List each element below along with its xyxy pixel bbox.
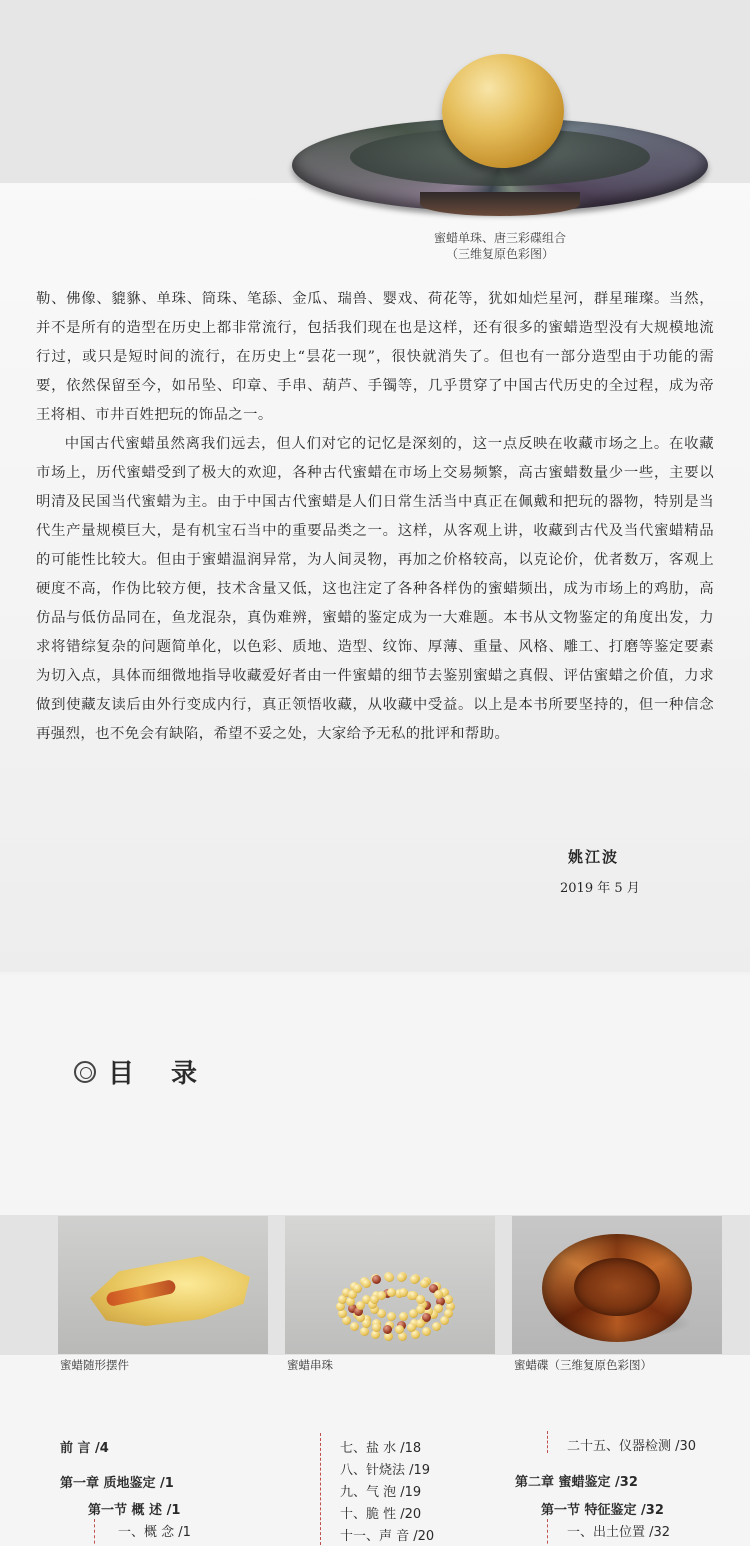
bead xyxy=(416,1319,425,1328)
toc-entry[interactable]: 七、盐 水 /18 xyxy=(340,1441,422,1456)
toc-entry[interactable]: 第一节 特征鉴定 /32 xyxy=(541,1503,664,1518)
paragraph: 勒、佛像、貔貅、单珠、筒珠、笔舔、金瓜、瑞兽、婴戏、荷花等，犹如灿烂星河，群星璀璨。当然，并不是所有的造型在历史上都非常流行，包括我们现在也是这样，还有很多的蜜蜡造型没有大规模地流行过，或只是短时间的流行，在历史上“昙花一现”，很快就消失了。但也有一部分造型由于功能的需要，依然保留至今，如吊坠、印章、手串、葫芦、手镯等，几乎贯穿了中国古代历史的全过程，成为帝王将相、市井百姓把玩的饰品之一。 xyxy=(36,291,714,423)
amber-freeform-ornament-image xyxy=(58,1216,268,1354)
bead xyxy=(385,1273,394,1282)
bead xyxy=(407,1323,416,1332)
image-caption-line1: 蜜蜡单珠、唐三彩碟组合 xyxy=(433,231,566,245)
bead xyxy=(377,1291,386,1300)
image-caption-line2: （三维复原色彩图） xyxy=(445,247,554,261)
signature-date: 2019 年 5 月 xyxy=(560,881,640,896)
amber-plate-image xyxy=(512,1216,722,1354)
contents-title: 目 录 xyxy=(108,1059,212,1089)
bead xyxy=(420,1279,429,1288)
bead xyxy=(383,1325,392,1334)
toc-entry[interactable]: 九、气 泡 /19 xyxy=(340,1485,422,1500)
bead xyxy=(372,1275,381,1284)
bead xyxy=(416,1295,425,1304)
contents-page xyxy=(0,975,750,1546)
bead xyxy=(360,1327,369,1336)
double-circle-icon xyxy=(74,1061,96,1083)
bead xyxy=(399,1288,408,1297)
preface-body xyxy=(36,285,714,749)
bead xyxy=(399,1312,408,1321)
bead xyxy=(395,1325,404,1334)
bead xyxy=(353,1284,362,1293)
toc-entry[interactable]: 十一、声 音 /20 xyxy=(340,1529,435,1544)
photo-caption: 蜜蜡串珠 xyxy=(287,1358,333,1372)
toc-entry[interactable]: 第二章 蜜蜡鉴定 /32 xyxy=(515,1475,638,1490)
bead xyxy=(362,1279,371,1288)
bead xyxy=(372,1323,381,1332)
photo-caption: 蜜蜡碟（三维复原色彩图） xyxy=(514,1358,652,1372)
bead xyxy=(432,1322,441,1331)
photo-caption: 蜜蜡随形摆件 xyxy=(60,1358,129,1372)
toc-entry[interactable]: 一、概 念 /1 xyxy=(118,1525,191,1540)
paragraph: 中国古代蜜蜡虽然离我们远去，但人们对它的记忆是深刻的，这一点反映在收藏市场之上。在收藏市场上，历代蜜蜡受到了极大的欢迎，各种古代蜜蜡在市场上交易频繁，高古蜜蜡数量少一些，主要以明清及民国当代蜜蜡为主。由于中国古代蜜蜡是人们日常生活当中真正在佩戴和把玩的器物，特别是当代生产量规模巨大，是有机宝石当中的重要品类之一。这样，从客观上讲，收藏到古代及当代蜜蜡精品的可能性比较大。但由于蜜蜡温润异常，为人间灵物，再加之价格较高，以克论价，优者数万，客观上硬度不高，作伪比较方便，技术含量又低，这也注定了各种各样伪的蜜蜡频出，成为市场上的鸡肋，高仿品与低仿品同在，鱼龙混杂，真伪难辨，蜜蜡的鉴定成为一大难题。本书从文物鉴定的角度出发，力求将错综复杂的问题简单化，以色彩、质地、造型、纹饰、厚薄、重量、风格、雕工、打磨等鉴定要素为切入点，具体而细微地指导收藏爱好者由一件蜜蜡的细节去鉴别蜜蜡之真假、评估蜜蜡之价值，力求做到使藏友读后由外行变成内行，真正领悟收藏，从收藏中受益。以上是本书所要坚持的，但一种信念再强烈，也不免会有缺陷，希望不妥之处，大家给予无私的批评和帮助。 xyxy=(36,436,714,742)
bead xyxy=(410,1275,419,1284)
toc-entry[interactable]: 前 言 /4 xyxy=(60,1441,109,1456)
contents-heading xyxy=(74,1053,211,1090)
bead xyxy=(409,1309,418,1318)
bead xyxy=(397,1273,406,1282)
toc-entry[interactable]: 八、针烧法 /19 xyxy=(340,1463,431,1478)
toc-entry[interactable]: 十、脆 性 /20 xyxy=(340,1507,422,1522)
bead xyxy=(422,1327,431,1336)
bead xyxy=(387,1312,396,1321)
author-signature: 姚江波 xyxy=(568,848,620,866)
toc-entry[interactable]: 一、出土位置 /32 xyxy=(567,1525,671,1540)
toc-entry[interactable]: 二十五、仪器检测 /30 xyxy=(567,1439,697,1454)
amber-bead-tang-plate-image xyxy=(290,54,710,224)
bead xyxy=(440,1316,449,1325)
toc-entry[interactable]: 第一节 概 述 /1 xyxy=(88,1503,181,1518)
amber-bead-strand-image xyxy=(285,1216,495,1354)
toc-entry[interactable]: 第一章 质地鉴定 /1 xyxy=(60,1476,174,1491)
bead xyxy=(350,1322,359,1331)
